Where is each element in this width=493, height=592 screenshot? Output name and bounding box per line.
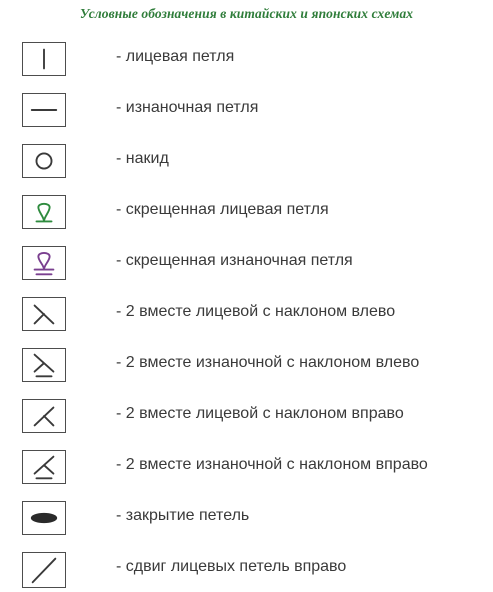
legend-row-p2tog-left: [22, 348, 492, 388]
legend-label: - 2 вместе изнаночной с наклоном влево: [116, 354, 420, 371]
legend-row-crossed-purl: [22, 246, 492, 286]
legend-label: - скрещенная лицевая петля: [116, 201, 329, 218]
legend-title: Условные обозначения в китайских и японских схемах: [79, 6, 414, 21]
legend-label: - 2 вместе лицевой с наклоном вправо: [116, 405, 404, 422]
legend-row-crossed-knit: [22, 195, 492, 235]
legend-row-k2tog-left: [22, 297, 492, 337]
legend-row-knit: [22, 42, 492, 82]
legend-row-shift-right: [22, 552, 492, 592]
vertical-line-icon: [22, 42, 66, 76]
crossed-loop-purl-icon: [22, 246, 66, 280]
diagonal-line-icon: [22, 552, 66, 588]
legend-label: - 2 вместе изнаночной с наклоном вправо: [116, 456, 428, 473]
legend-row-yarn-over: [22, 144, 492, 184]
legend-label: - накид: [116, 150, 169, 167]
right-lean-purl-decrease-icon: [22, 450, 66, 484]
crossed-loop-icon: [22, 195, 66, 229]
filled-oval-icon: [22, 501, 66, 535]
legend-label: - закрытие петель: [116, 507, 250, 524]
right-lean-decrease-icon: [22, 399, 66, 433]
left-lean-decrease-icon: [22, 297, 66, 331]
legend-label: - сдвиг лицевых петель вправо: [116, 558, 347, 575]
legend-label: - скрещенная изнаночная петля: [116, 252, 353, 269]
legend-row-purl: [22, 93, 492, 133]
horizontal-line-icon: [22, 93, 66, 127]
legend-label: - изнаночная петля: [116, 99, 259, 116]
legend-row-k2tog-right: [22, 399, 492, 439]
legend-row-p2tog-right: [22, 450, 492, 490]
legend-label: - лицевая петля: [116, 48, 235, 65]
legend-label: - 2 вместе лицевой с наклоном влево: [116, 303, 396, 320]
legend-row-bind-off: [22, 501, 492, 541]
left-lean-purl-decrease-icon: [22, 348, 66, 382]
circle-icon: [22, 144, 66, 178]
